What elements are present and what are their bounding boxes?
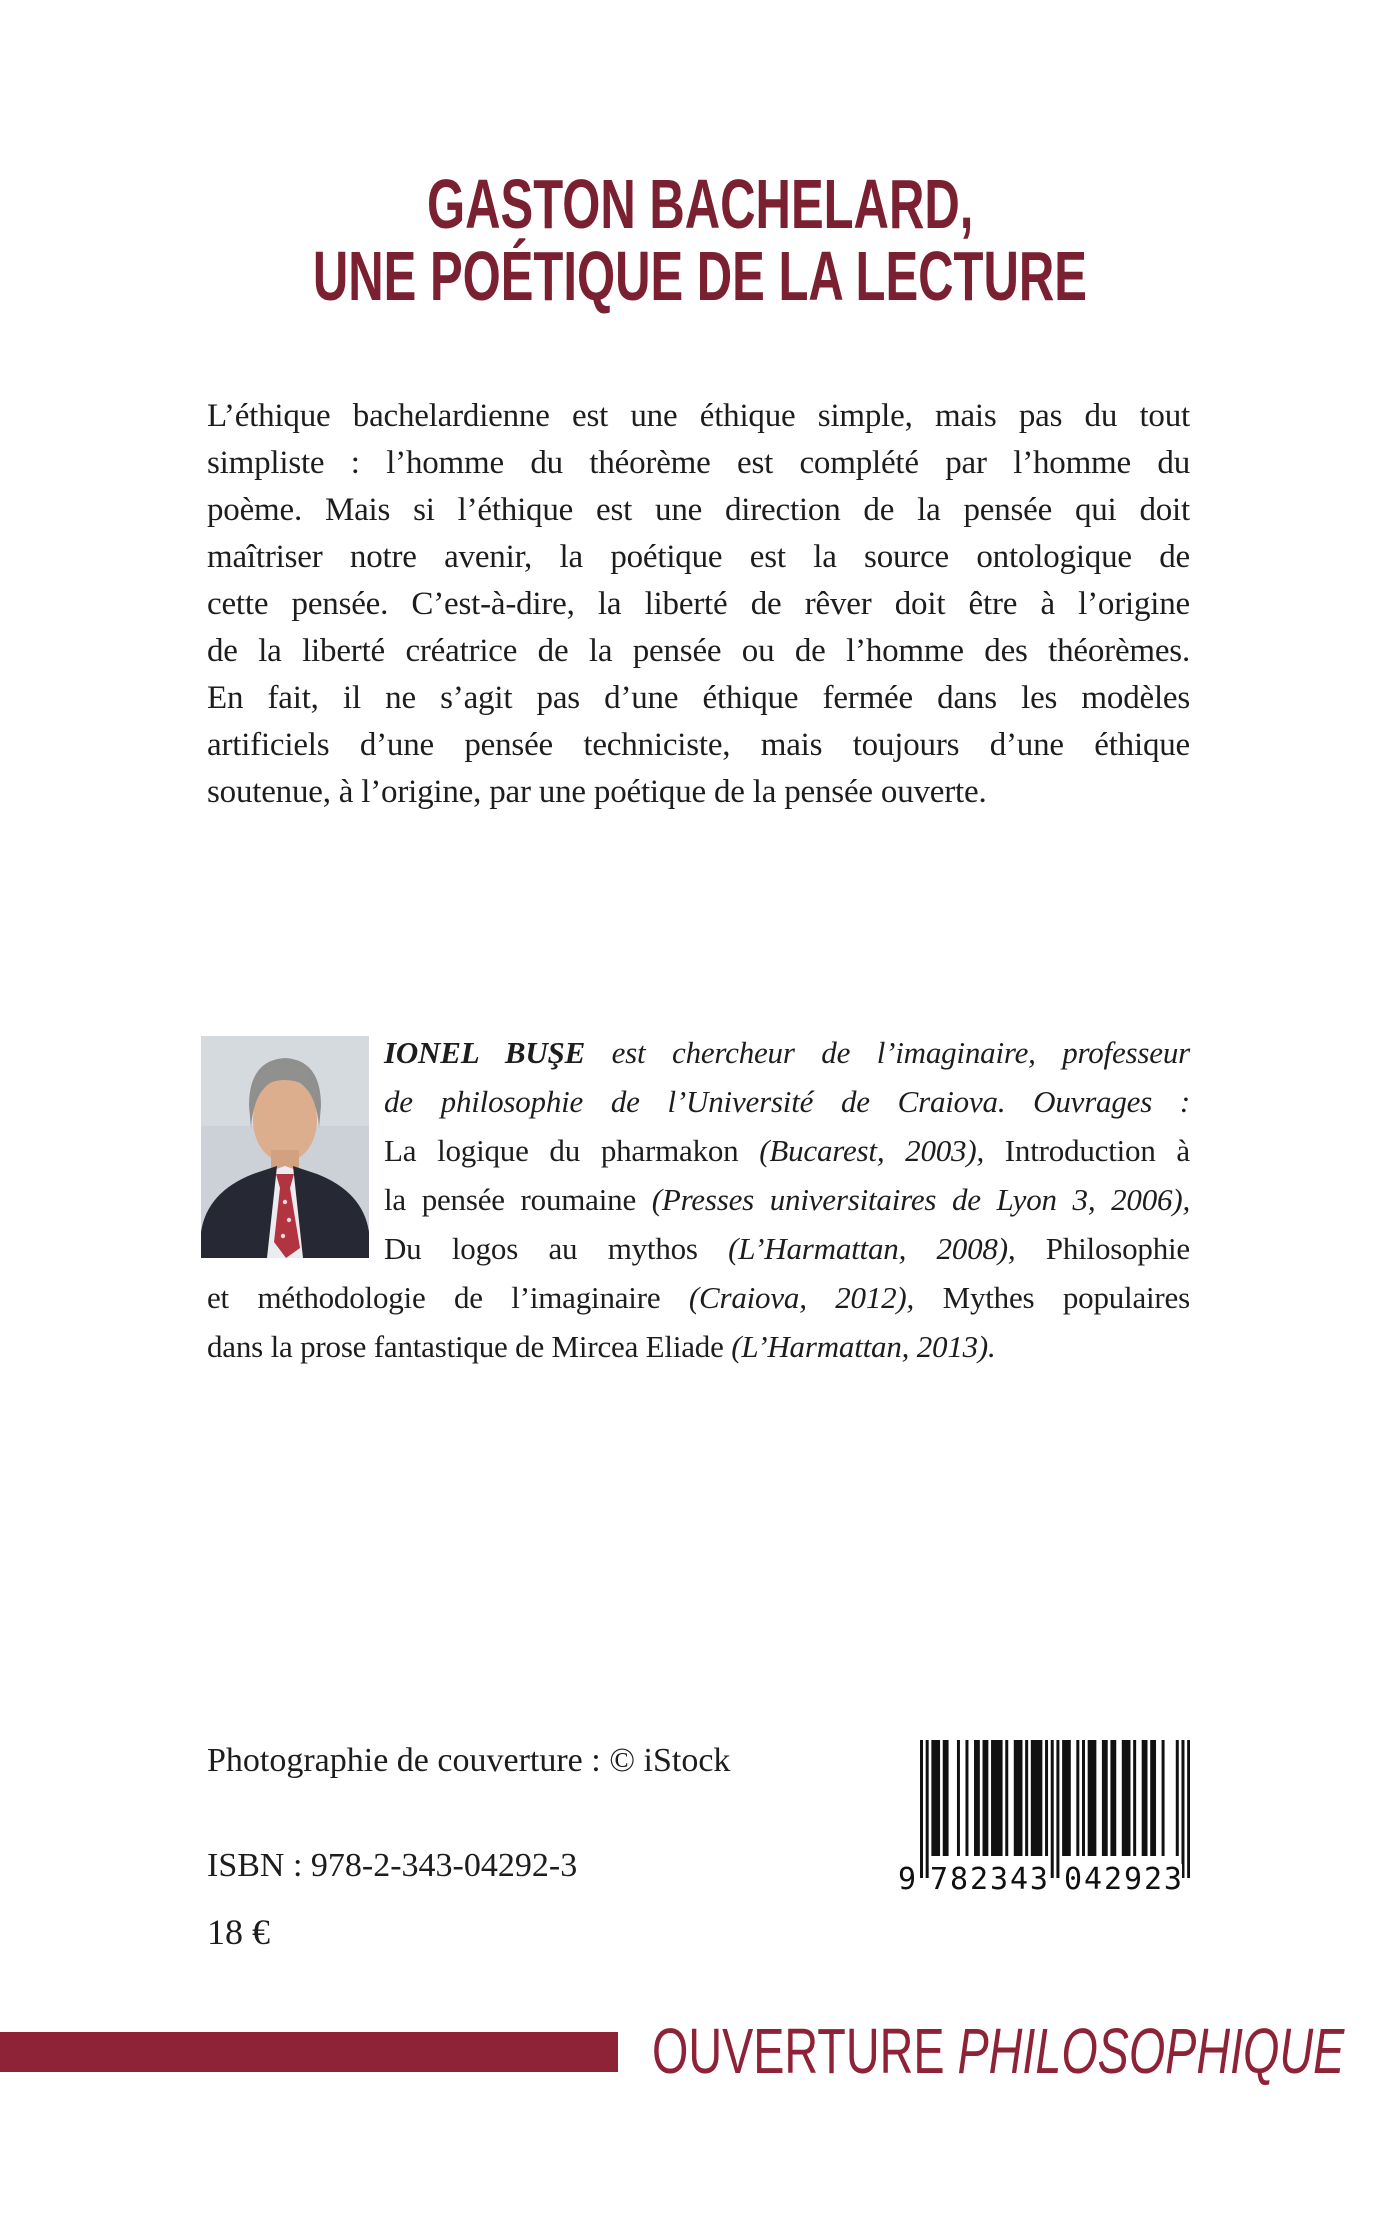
- barcode-digit: 2: [1103, 1862, 1123, 1897]
- barcode-digit: 3: [1029, 1862, 1048, 1897]
- synopsis-line: L’éthique bachelardienne est une éthique simple, mais pas du tout: [207, 398, 1190, 434]
- barcode-digit: 2: [969, 1862, 989, 1897]
- ean13-barcode: [898, 1740, 1190, 1898]
- collection-name: [652, 2016, 1400, 2086]
- barcode-digits-right-group: [1064, 1864, 1182, 1896]
- bio-text-segment: Du logos au mythos: [384, 1231, 729, 1266]
- barcode-digit: 7: [930, 1862, 949, 1897]
- bio-text-segment: IONEL BUŞE: [384, 1035, 612, 1070]
- barcode-digit: 3: [1163, 1862, 1182, 1897]
- synopsis-line: soutenue, à l’origine, par une poétique de la pensée ouverte.: [207, 774, 987, 810]
- synopsis-line: artificiels d’une pensée techniciste, mais toujours d’une éthique: [207, 727, 1190, 763]
- barcode-digit: 0: [1064, 1862, 1083, 1897]
- bio-text-segment: dans la prose fantastique de Mircea Eliade: [207, 1329, 732, 1364]
- barcode-digits-left-group: [930, 1864, 1048, 1896]
- bio-text-segment: (L’Harmattan, 2008),: [728, 1231, 1016, 1266]
- book-title-row1: [0, 165, 1400, 243]
- synopsis-line: poème. Mais si l’éthique est une direction de la pensée qui doit: [207, 492, 1190, 528]
- bio-text-segment: Philosophie: [1015, 1231, 1190, 1266]
- barcode-digit: 2: [1143, 1862, 1162, 1897]
- bio-text-segment: (Bucarest, 2003),: [759, 1133, 985, 1168]
- synopsis-line: maîtriser notre avenir, la poétique est la source ontologique de: [207, 539, 1190, 575]
- synopsis-paragraph: [207, 393, 1190, 816]
- author-bio: [207, 1028, 1190, 1371]
- bio-text-segment: La logique du pharmakon: [384, 1133, 760, 1168]
- barcode-digit: 3: [989, 1862, 1009, 1897]
- collection-word-philosophique: PHILOSOPHIQUE: [957, 2015, 1345, 2087]
- book-title: [0, 165, 1400, 315]
- cover-photo-credit: Photographie de couverture : © iStock: [207, 1742, 731, 1779]
- collection-word-ouverture: OUVERTURE: [652, 2015, 945, 2087]
- bio-text-segment: (Presses universitaires de Lyon 3, 2006),: [651, 1182, 1190, 1217]
- barcode-digit: 4: [1083, 1862, 1103, 1897]
- collection-separator: [944, 2015, 957, 2087]
- barcode-bars: [920, 1740, 1190, 1878]
- bio-text-segment: est chercheur de l’imaginaire, professeur: [611, 1035, 1190, 1070]
- bio-line: [207, 1273, 1190, 1322]
- book-title-line1: GASTON BACHELARD,: [426, 165, 974, 243]
- price-text: 18 €: [207, 1912, 270, 1952]
- synopsis-line: En fait, il ne s’agit pas d’une éthique fermée dans les modèles: [207, 680, 1190, 716]
- bio-line: [207, 1322, 1190, 1371]
- bio-text-segment: de philosophie de l’Université de Craiova. Ouvrages :: [384, 1084, 1190, 1119]
- barcode-digit: 4: [1009, 1862, 1028, 1897]
- author-portrait-photo: [201, 1036, 369, 1258]
- book-title-line2: UNE POÉTIQUE DE LA LECTURE: [312, 237, 1088, 315]
- isbn-text: ISBN : 978-2-343-04292-3: [207, 1847, 578, 1884]
- collection-name-text: [652, 2016, 1344, 2086]
- barcode-lead-digit: 9: [898, 1862, 917, 1897]
- author-portrait-illustration: [201, 1036, 369, 1258]
- bio-text-segment: et méthodologie de l’imaginaire: [207, 1280, 689, 1315]
- synopsis-line: cette pensée. C’est-à-dire, la liberté de rêver doit être à l’origine: [207, 586, 1190, 622]
- synopsis-line: de la liberté créatrice de la pensée ou de l’homme des théorèmes.: [207, 633, 1190, 669]
- bio-text-segment: (L’Harmattan, 2013).: [731, 1329, 996, 1364]
- bio-text-segment: la pensée roumaine: [384, 1182, 652, 1217]
- bio-text-segment: Mythes populaires: [914, 1280, 1190, 1315]
- collection-color-bar: [0, 2032, 618, 2072]
- synopsis-line: simpliste : l’homme du théorème est complété par l’homme du: [207, 445, 1190, 481]
- bio-text-segment: Introduction à: [984, 1133, 1190, 1168]
- book-title-row2: [0, 237, 1400, 315]
- bio-text-segment: (Craiova, 2012),: [688, 1280, 915, 1315]
- barcode-digit: 9: [1123, 1862, 1143, 1897]
- barcode-digit: 8: [949, 1862, 969, 1897]
